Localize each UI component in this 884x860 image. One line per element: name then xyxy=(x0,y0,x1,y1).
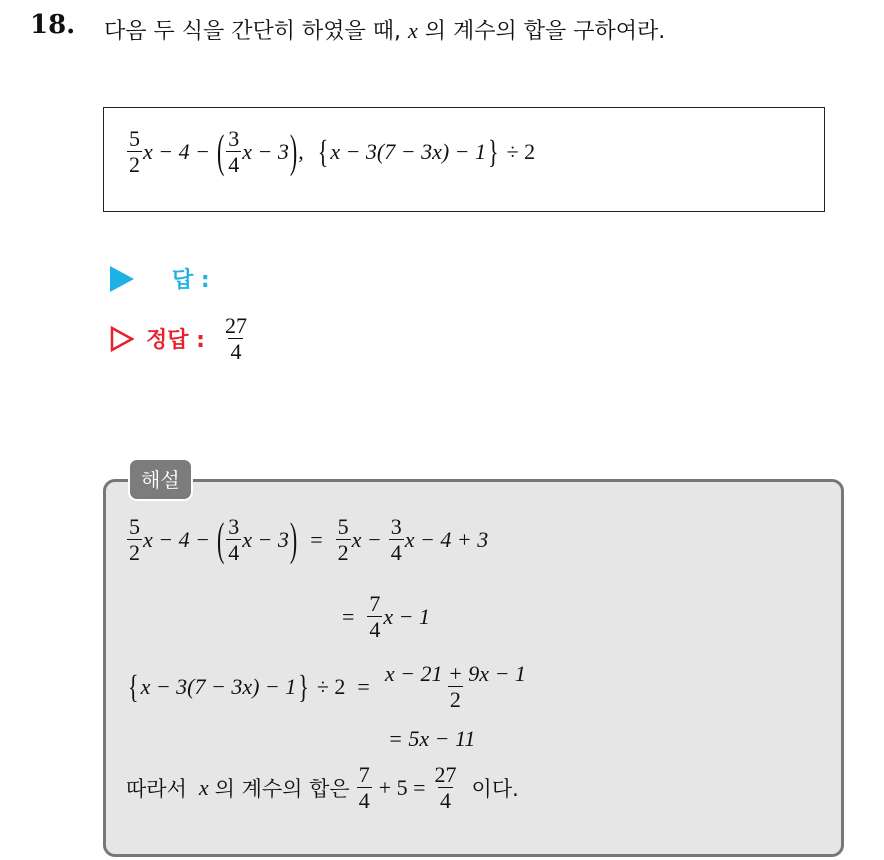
sol1-r-mid: x − xyxy=(351,526,382,552)
expr1-fraction xyxy=(127,127,142,176)
solution-tag: 해설 xyxy=(128,458,193,501)
play-triangle-icon xyxy=(110,266,134,292)
question-variable-x: x xyxy=(407,18,418,43)
correct-answer-fraction xyxy=(223,314,249,363)
sol5-plus: + 5 = xyxy=(378,774,426,800)
expr1-inner-fraction xyxy=(226,127,241,176)
sol1-frac-c: $\frac{5}{2}$ xyxy=(337,514,349,566)
expr1-fraction-den: 2 xyxy=(129,152,140,178)
open-paren: ( xyxy=(216,124,225,177)
question-number: 18. xyxy=(30,10,76,40)
solution-line-4 xyxy=(388,726,475,752)
expr1-inner-den: 4 xyxy=(228,152,240,178)
answer-label: 답 : xyxy=(172,268,210,293)
expression-line xyxy=(126,124,536,178)
answer-row xyxy=(110,263,210,294)
sol2-frac: $\frac{7}{4}$ xyxy=(369,591,381,643)
sol3-eq: = xyxy=(357,673,370,699)
sol2-tail: x − 1 xyxy=(383,603,431,629)
sol5-x: x xyxy=(198,774,209,800)
close-brace: } xyxy=(488,132,499,170)
sol5-frac-b: $\frac{27}{4}$ xyxy=(434,762,457,814)
correct-answer-den: 4 xyxy=(230,339,242,365)
sol5-before: 따라서 xyxy=(126,776,187,801)
sol1-r-tail: x − 4 + 3 xyxy=(404,526,489,552)
question-text-before: 다음 두 식을 간단히 하였을 때, xyxy=(104,19,401,44)
open-brace: { xyxy=(317,132,329,170)
sol3-inner: x − 3(7 − 3x) − 1 xyxy=(140,673,297,699)
solution-line-2 xyxy=(342,592,430,641)
question-text xyxy=(104,14,665,45)
sol2-eq: = xyxy=(342,603,355,629)
expr1-inner-tail: x − 3 xyxy=(242,138,289,164)
solution-line-1: $\frac{5}{2}$ x − 4 − ( $\frac{3}{4}$ x − 3 ) = $\frac{5}{2}$ x − $\frac{3}{4}$ x − 4 + 3 xyxy=(129,512,489,566)
expression-box xyxy=(103,107,825,212)
expr1-middle: x − 4 − xyxy=(143,138,210,164)
solution-line-3: { x − 3(7 − 3x) − 1 } ÷ 2 = $\frac{x - 21 + 9x - 1}{2}$ xyxy=(128,661,526,713)
sol5-frac-a: $\frac{7}{4}$ xyxy=(358,762,370,814)
sol4-eq: = 5x − 11 xyxy=(388,726,476,751)
question-text-after: 의 계수의 합을 구하여라. xyxy=(424,19,666,44)
expr2-tail: ÷ 2 xyxy=(506,138,536,164)
expr1-inner-num: 3 xyxy=(228,126,240,151)
sol1-eq: = xyxy=(310,526,323,552)
sol3-frac: $\frac{x - 21 + 9x - 1}{2}$ xyxy=(384,661,526,713)
sol5-end: 이다. xyxy=(471,776,519,801)
sol1-frac-d: $\frac{3}{4}$ xyxy=(390,514,402,566)
expr-separator: , xyxy=(298,138,304,164)
expr2-inner: x − 3(7 − 3x) − 1 xyxy=(330,138,487,164)
outline-triangle-icon xyxy=(110,326,134,352)
sol1-in-tail: x − 3 xyxy=(242,526,289,552)
correct-answer-label: 정답 : xyxy=(146,328,205,354)
solution-line-5 xyxy=(126,763,519,812)
close-paren: ) xyxy=(289,124,298,177)
sol1-mid: x − 4 − xyxy=(143,526,210,552)
sol1-frac-a: $\frac{5}{2}$ xyxy=(129,514,140,566)
correct-answer-row xyxy=(110,314,250,363)
sol3-div: ÷ 2 xyxy=(316,673,346,699)
sol1-frac-b: $\frac{3}{4}$ xyxy=(228,514,240,566)
correct-answer-num: 27 xyxy=(224,313,247,338)
expr1-fraction-num: 5 xyxy=(129,126,140,151)
sol5-after: 의 계수의 합은 xyxy=(214,776,350,801)
